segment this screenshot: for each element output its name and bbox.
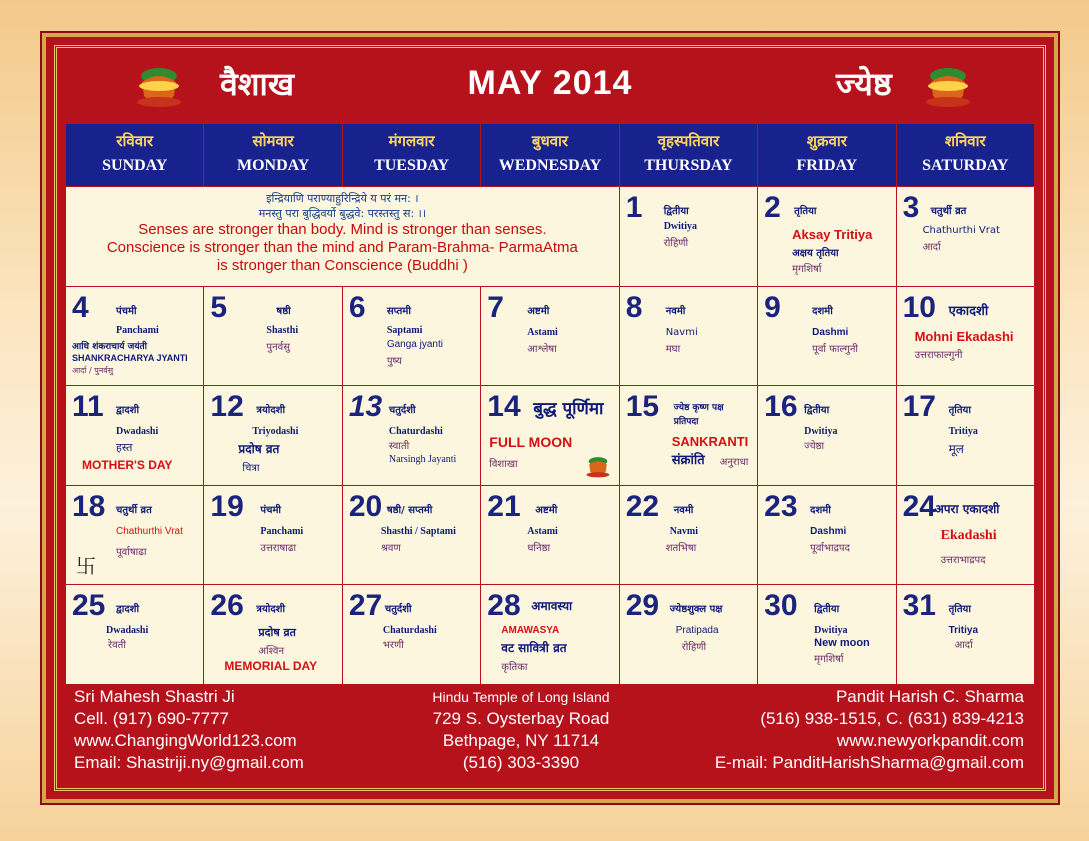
tithi-label: द्वितीया (814, 604, 840, 616)
nakshatra: धनिष्ठा (527, 542, 551, 554)
footer-line: Cell. (917) 690-7777 (74, 709, 229, 728)
day-number: 7 (487, 290, 504, 324)
calendar-grid (66, 124, 1034, 684)
day-cell-3[interactable] (897, 187, 1034, 286)
tithi-translit: Dwitiya (663, 221, 698, 232)
tithi-label: षष्ठी/ सप्तमी (386, 504, 433, 516)
tithi-translit: Shasthi / Saptami (380, 525, 456, 537)
footer-right-contact (715, 686, 1024, 774)
tithi-translit: Astami (527, 326, 558, 338)
tithi-label: चतुर्दशी (384, 604, 412, 616)
tithi-label: द्वादशी (116, 405, 140, 417)
nakshatra: आर्दा (922, 242, 941, 253)
footer-line: 729 S. Oysterbay Road (432, 709, 610, 728)
tithi-label: षष्ठी (276, 305, 291, 317)
day-cell-18[interactable] (66, 486, 203, 585)
weekday-hindi: वृहस्पतिवार (657, 132, 720, 150)
event-label: MEMORIAL DAY (224, 659, 318, 674)
footer-left-contact (74, 686, 304, 774)
weekday-english: TUESDAY (374, 157, 450, 174)
day-cell-1[interactable] (620, 187, 757, 286)
weekday-header-monday (204, 124, 341, 186)
day-cell-27[interactable] (343, 585, 480, 684)
day-cell-23[interactable] (758, 486, 895, 585)
tithi-translit: Astami (527, 525, 558, 537)
event-label: SANKRANTI (671, 434, 749, 450)
day-number: 16 (764, 390, 798, 424)
footer-center-contact (396, 686, 646, 774)
nakshatra: हस्त (116, 441, 133, 455)
footer-link[interactable]: www.ChangingWorld123.com (74, 731, 297, 750)
tithi-label: पंचमी (116, 305, 137, 317)
kalash-pot-icon (583, 454, 613, 480)
event-label: Ganga jyanti (386, 338, 443, 350)
tithi-label: तृतिया (794, 206, 817, 217)
event-label: Aksay Tritiya (792, 227, 873, 242)
event-label: MOTHER'S DAY (82, 458, 173, 473)
day-number: 30 (764, 589, 798, 623)
day-cell-9[interactable] (758, 287, 895, 386)
nakshatra: स्वाती (388, 441, 410, 453)
nakshatra: पूर्वाभाद्रपद (810, 542, 850, 554)
tithi-translit: Dashmi (810, 525, 847, 537)
tithi-label: त्रयोदशी (256, 405, 286, 417)
footer-email[interactable]: E-mail: PanditHarishSharma@gmail.com (714, 753, 1024, 772)
quote-sanskrit-line: इन्द्रियाणि पराण्याहुरिन्द्रिये य परं मन: । (266, 192, 419, 205)
event-hindi: प्रदोष व्रत (258, 626, 296, 640)
quote-english-line: is stronger than Conscience (Buddhi ) (216, 257, 468, 274)
day-cell-17[interactable] (897, 386, 1034, 485)
weekday-english: WEDNESDAY (498, 157, 602, 174)
day-cell-12[interactable] (204, 386, 341, 485)
day-number: 15 (625, 390, 660, 424)
event-hindi: अक्षय तृतिया (792, 248, 839, 259)
nakshatra: मृगशिर्षा (792, 264, 822, 275)
weekday-header-sunday (66, 124, 203, 186)
nakshatra: शतभिषा (665, 542, 697, 554)
tithi-label-2: प्रतिपदा (673, 417, 699, 428)
day-cell-22[interactable] (620, 486, 757, 585)
day-number: 27 (348, 589, 383, 623)
nakshatra: अनुराधा (719, 457, 749, 469)
tithi-label: दशमी (812, 305, 833, 317)
nakshatra: उत्तराषाढा (260, 542, 297, 554)
day-number: 14 (487, 390, 521, 424)
day-cell-15[interactable] (620, 386, 757, 485)
event-hindi: आधि शंकराचार्य जयंती (72, 341, 148, 352)
day-number: 13 (348, 390, 383, 424)
day-number: 12 (210, 390, 244, 424)
day-number: 17 (902, 390, 936, 424)
day-cell-21[interactable] (481, 486, 618, 585)
nakshatra: विशाखा (489, 459, 518, 471)
day-number: 21 (487, 489, 521, 523)
event-label: SHANKRACHARYA JYANTI (72, 352, 188, 363)
tithi-translit: Dashmi (812, 326, 849, 338)
tithi-translit: Tritiya (948, 426, 978, 438)
tithi-translit: Triyodashi (252, 426, 299, 438)
footer-line: Bethpage, NY 11714 (442, 731, 600, 750)
tithi-label: अष्टमी (535, 504, 558, 516)
day-number: 23 (764, 489, 798, 523)
tithi-label: सप्तमी (386, 305, 411, 317)
day-cell-19[interactable] (204, 486, 341, 585)
day-number: 3 (902, 191, 920, 224)
tithi-label: अमावस्या (531, 599, 573, 614)
event-hindi: संक्रांति (671, 453, 705, 469)
footer-email[interactable]: Email: Shastriji.ny@gmail.com (74, 753, 304, 772)
day-cell-25[interactable] (66, 585, 203, 684)
day-cell-10[interactable] (897, 287, 1034, 386)
footer-line: (516) 938-1515, C. (631) 839-4213 (760, 709, 1024, 728)
day-number: 9 (764, 290, 781, 324)
day-cell-29[interactable] (620, 585, 757, 684)
weekday-english: SATURDAY (922, 157, 1009, 174)
day-cell-7[interactable] (481, 287, 618, 386)
tithi-label: बुद्ध पूर्णिमा (533, 399, 604, 420)
weekday-hindi: रविवार (116, 132, 154, 150)
nakshatra: कृतिका (501, 662, 528, 674)
tithi-label: नवमी (673, 504, 694, 516)
day-number: 8 (625, 290, 643, 324)
quote-english-line: Conscience is stronger than the mind and Param-Brahma- ParmaAtma (106, 239, 578, 256)
nakshatra: मूल (948, 442, 964, 457)
tithi-label: तृतिया (948, 604, 971, 616)
tithi-label: ज्येष्ठ कृष्ण पक्ष (673, 403, 724, 414)
day-number: 29 (625, 589, 660, 623)
tithi-translit: Pratipada (675, 625, 719, 637)
weekday-hindi: बुधवार (531, 132, 569, 150)
tithi-translit: Navmi (665, 326, 698, 338)
nakshatra: चित्रा (242, 463, 260, 475)
weekday-english: SUNDAY (102, 157, 168, 174)
footer-line: Sri Mahesh Shastri Ji (74, 687, 235, 706)
tithi-label: चतुर्थी व्रत (116, 504, 152, 516)
right-month-label: ज्येष्ठ (836, 65, 892, 103)
tithi-translit: Dwitiya (814, 625, 848, 637)
nakshatra: उत्तराभाद्रपद (940, 554, 986, 566)
day-cell-14[interactable] (481, 386, 618, 485)
left-month-label: वैशाख (220, 65, 295, 103)
footer-line: Hindu Temple of Long Island (432, 689, 610, 705)
weekday-hindi: मंगलवार (388, 132, 435, 150)
footer-line: (516) 303-3390 (462, 753, 580, 772)
event-label: Narsingh Jayanti (388, 454, 457, 466)
kalash-pot-icon (919, 62, 977, 112)
tithi-translit: Tritiya (948, 625, 979, 637)
calendar-footer (66, 684, 1034, 780)
tithi-translit: Panchami (260, 525, 304, 537)
weekday-english: MONDAY (236, 157, 310, 174)
day-number: 20 (348, 489, 383, 523)
nakshatra: मघा (665, 343, 681, 355)
day-number: 22 (625, 489, 660, 523)
nakshatra: पुनर्वसु (266, 341, 290, 353)
nakshatra: मृगशिर्षा (814, 654, 844, 666)
nakshatra: पुष्य (386, 355, 402, 367)
tithi-label: त्रयोदशी (256, 604, 286, 616)
tithi-translit: Dwitiya (804, 426, 838, 438)
tithi-translit: Panchami (116, 324, 159, 336)
weekday-english: THURSDAY (644, 157, 733, 174)
weekday-header-tuesday (343, 124, 480, 186)
swastika-icon: 卐 (76, 555, 96, 578)
event-label: Ekadashi (940, 527, 997, 543)
day-cell-6[interactable] (343, 287, 480, 386)
nakshatra: आर्दा / पुनर्वसु (72, 365, 114, 375)
day-cell-8[interactable] (620, 287, 757, 386)
nakshatra: ज्येष्ठा (804, 441, 825, 453)
weekday-header-friday (758, 124, 895, 186)
month-title: MAY 2014 (467, 64, 633, 102)
day-cell-11[interactable] (66, 386, 203, 485)
tithi-label: अष्टमी (527, 305, 550, 317)
day-number: 26 (210, 589, 244, 623)
nakshatra: आश्लेषा (527, 343, 557, 355)
day-number: 31 (902, 589, 936, 623)
calendar-header (66, 56, 1034, 124)
weekday-header-saturday (897, 124, 1034, 186)
day-number: 10 (902, 290, 936, 324)
tithi-label: एकादशी (948, 303, 989, 319)
tithi-translit: Chaturdashi (382, 625, 437, 637)
day-number: 24 (902, 489, 936, 523)
event-label: FULL MOON (489, 434, 573, 451)
nakshatra: रेवती (108, 640, 126, 652)
tithi-label: तृतिया (948, 405, 971, 417)
day-number: 6 (348, 290, 366, 324)
day-cell-28[interactable] (481, 585, 618, 684)
day-number: 18 (72, 489, 106, 523)
tithi-translit: Chathurthi Vrat (116, 525, 183, 537)
nakshatra: आर्दा (954, 640, 973, 652)
weekday-header-wednesday (481, 124, 618, 186)
event-hindi: वट सावित्री व्रत (501, 641, 567, 656)
weekday-header-thursday (620, 124, 757, 186)
nakshatra: उत्तराफाल्गुनी (914, 349, 963, 361)
day-cell-2[interactable] (758, 187, 895, 286)
nakshatra: रोहिणी (681, 642, 707, 654)
tithi-label: नवमी (665, 305, 686, 317)
tithi-translit: Saptami (386, 324, 423, 336)
day-cell-5[interactable] (204, 287, 341, 386)
day-cell-16[interactable] (758, 386, 895, 485)
tithi-label: चतुर्थी व्रत (930, 206, 967, 217)
day-number: 28 (487, 589, 521, 623)
tithi-translit: Dwadashi (116, 426, 159, 438)
tithi-translit: Chathurthi Vrat (922, 225, 1000, 236)
day-number: 4 (72, 290, 89, 324)
tithi-translit: Chaturdashi (388, 426, 443, 438)
day-cell-30[interactable] (758, 585, 895, 684)
day-number: 5 (210, 290, 228, 324)
day-cell-26[interactable] (204, 585, 341, 684)
event-label: New moon (814, 637, 870, 650)
nakshatra: अश्विन (258, 646, 285, 658)
day-cell-20[interactable] (343, 486, 480, 585)
footer-line: Pandit Harish C. Sharma (835, 687, 1024, 706)
weekday-hindi: शुक्रवार (806, 132, 847, 150)
day-cell-4[interactable] (66, 287, 203, 386)
event-hindi: प्रदोष व्रत (238, 442, 280, 457)
weekday-english: FRIDAY (796, 157, 858, 174)
day-cell-13[interactable] (343, 386, 480, 485)
nakshatra: भरणी (382, 640, 404, 652)
day-number: 1 (625, 191, 643, 224)
quote-sanskrit-line: मनस्तु परा बुद्धिवर्यो बुद्धवे: परस्तस्तु स: ।। (258, 207, 426, 220)
event-label: Mohni Ekadashi (914, 328, 1014, 344)
tithi-label: द्वितीया (804, 405, 830, 417)
tithi-translit: Dwadashi (106, 625, 149, 637)
day-cell-24[interactable] (897, 486, 1034, 585)
tithi-label: दशमी (810, 504, 831, 516)
day-number: 2 (764, 191, 781, 224)
tithi-label: अपरा एकादशी (934, 501, 1000, 516)
weekday-hindi: शनिवार (944, 132, 986, 150)
day-number: 19 (210, 489, 244, 523)
tithi-label: ज्येष्ठशुक्ल पक्ष (669, 604, 723, 616)
tithi-label: पंचमी (260, 504, 282, 516)
tithi-label: द्वादशी (116, 604, 140, 616)
tithi-label: चतुर्दशी (388, 405, 416, 417)
nakshatra: रोहिणी (663, 238, 689, 249)
day-number: 25 (72, 589, 106, 623)
nakshatra: पूर्वा फाल्गुनी (812, 343, 858, 355)
weekday-hindi: सोमवार (252, 132, 294, 150)
day-number: 11 (72, 390, 104, 424)
day-cell-31[interactable] (897, 585, 1034, 684)
tithi-translit: Shasthi (266, 324, 299, 336)
footer-link[interactable]: www.newyorkpandit.com (836, 731, 1024, 750)
nakshatra: श्रवण (380, 542, 401, 554)
quote-english-line: Senses are stronger than body. Mind is stronger than senses. (138, 221, 547, 238)
tithi-label: द्वितीया (663, 206, 689, 217)
quote-box (66, 187, 619, 286)
tithi-translit: Navmi (669, 525, 699, 537)
event-label: AMAWASYA (501, 625, 560, 637)
nakshatra: पूर्वाषाढा (116, 546, 147, 558)
